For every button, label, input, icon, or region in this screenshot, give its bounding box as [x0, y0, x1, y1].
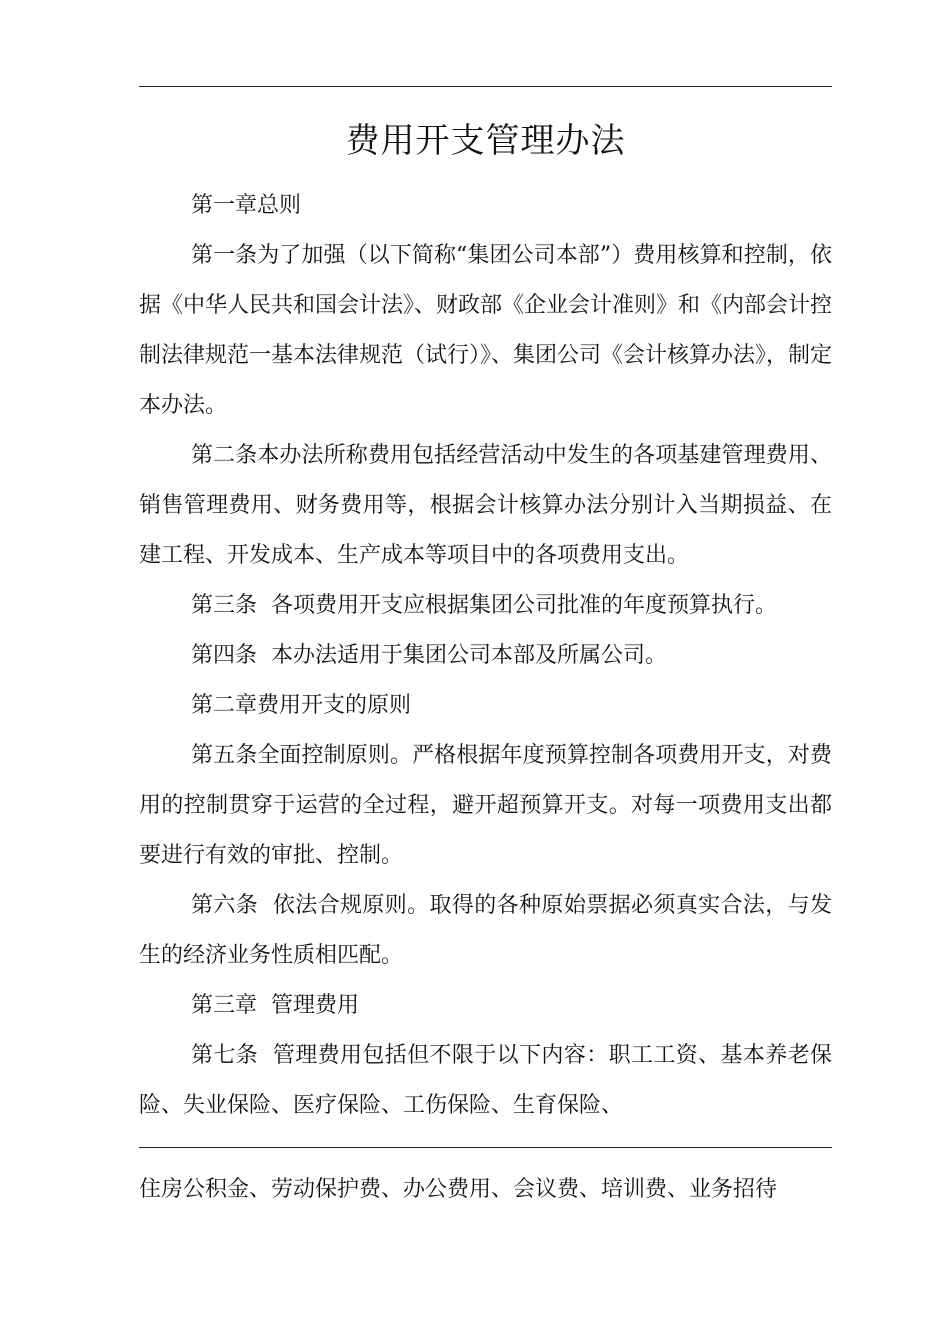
page-break-divider	[139, 1147, 832, 1148]
article-paragraph: 第二条本办法所称费用包括经营活动中发生的各项基建管理费用、销售管理费用、财务费用等，根据会计核算办法分别计入当期损益、在建工程、开发成本、生产成本等项目中的各项费用支出。	[139, 443, 832, 568]
chapter-heading: 第三章 管理费用	[191, 993, 359, 1018]
chapter-heading: 第一章总则	[191, 193, 302, 218]
chapter-heading: 第二章费用开支的原则	[191, 693, 412, 718]
article-paragraph: 第一条为了加强（以下简称“集团公司本部”）费用核算和控制，依据《中华人民共和国会计法》、财政部《企业会计准则》和《内部会计控制法律规范一基本法律规范（试行）》、集团公司《会计核算办法》，制定本办法。	[139, 243, 833, 418]
continuation-text: 住房公积金、劳动保护费、办公费用、会议费、培训费、业务招待	[139, 1177, 778, 1202]
article-paragraph: 第六条 依法合规原则。取得的各种原始票据必须真实合法，与发生的经济业务性质相匹配。	[139, 893, 832, 968]
article-paragraph: 第四条 本办法适用于集团公司本部及所属公司。	[191, 643, 667, 668]
article-paragraph: 第五条全面控制原则。严格根据年度预算控制各项费用开支，对费用的控制贯穿于运营的全过程，避开超预算开支。对每一项费用支出都要进行有效的审批、控制。	[139, 743, 832, 868]
article-paragraph: 第三条 各项费用开支应根据集团公司批准的年度预算执行。	[191, 593, 777, 618]
top-divider	[139, 86, 832, 87]
document-body	[139, 181, 832, 1131]
document-title: 费用开支管理办法	[345, 121, 626, 161]
article-paragraph: 第七条 管理费用包括但不限于以下内容：职工工资、基本养老保险、失业保险、医疗保险、工伤保险、生育保险、	[139, 1043, 832, 1118]
